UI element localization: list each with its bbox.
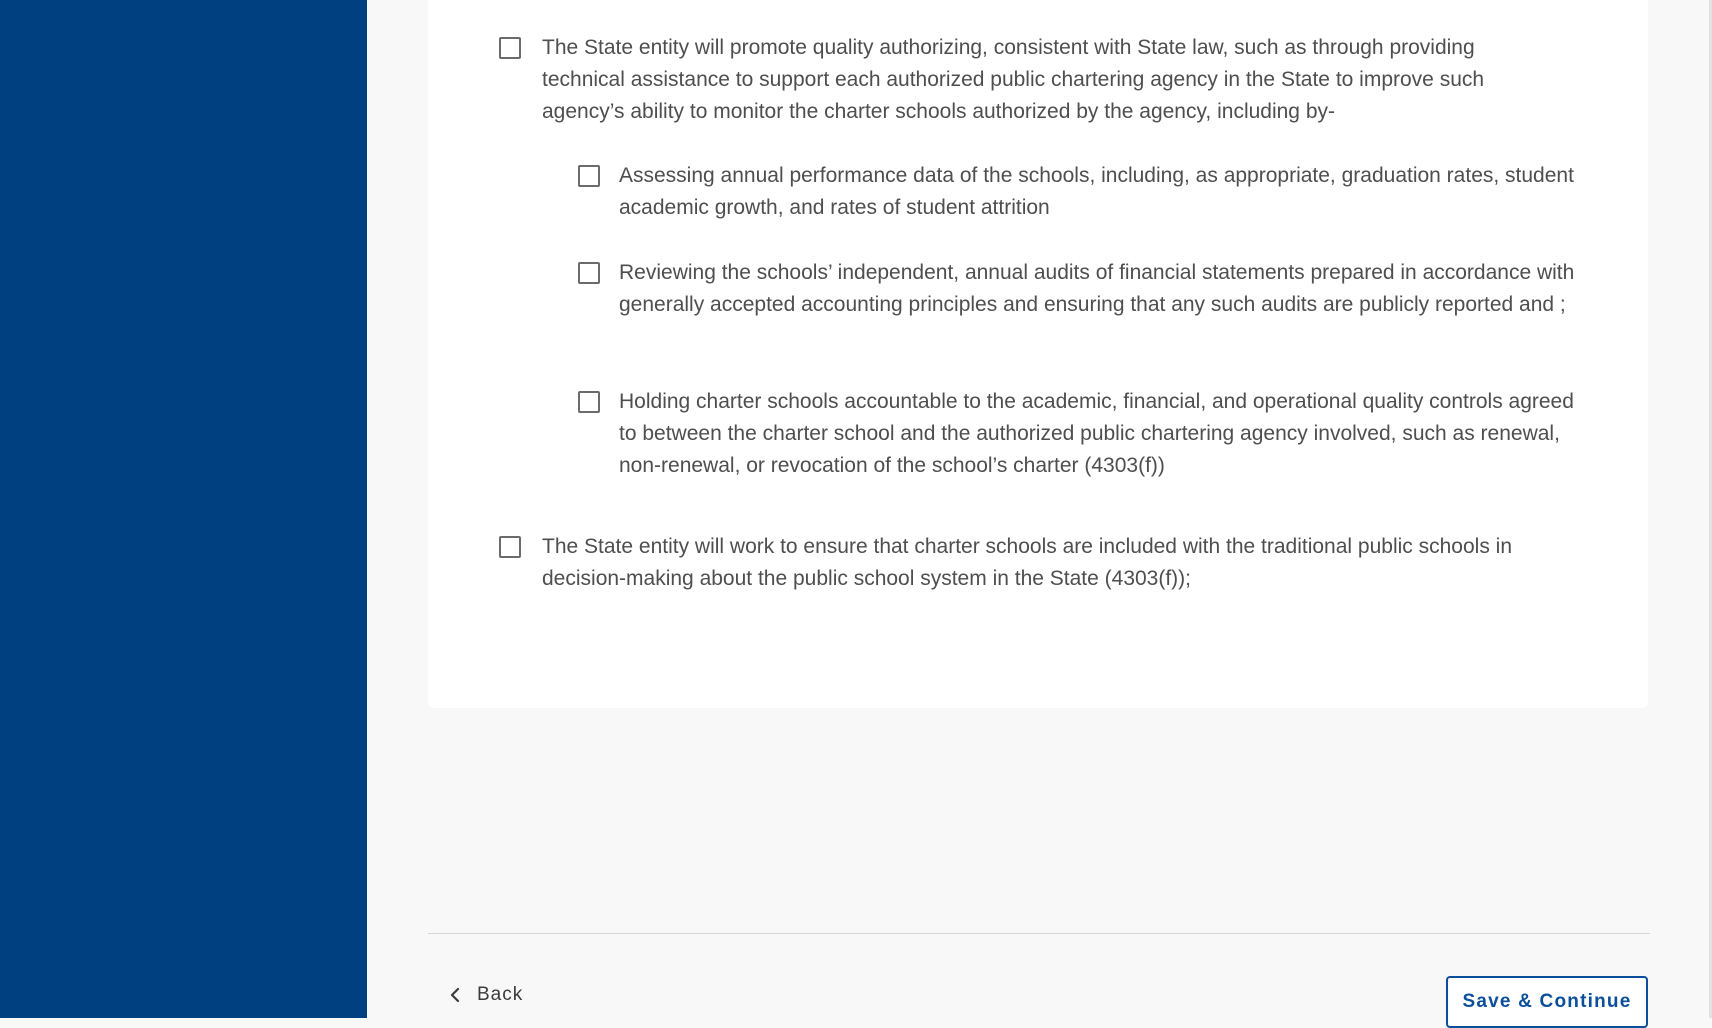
main-content: [367, 0, 1712, 1018]
checklist-subitem-holding-accountable[interactable]: [578, 386, 1579, 482]
checklist-item-label: The State entity will work to ensure that charter schools are included with the traditional public schools in decision-making about the public school system in the State (4303(f));: [542, 535, 1512, 590]
save-and-continue-button[interactable]: Save & Continue: [1446, 976, 1648, 1028]
checklist-subitem-assessing-performance[interactable]: [578, 160, 1579, 224]
checkbox[interactable]: [578, 165, 600, 187]
checklist-item-label: The State entity will promote quality authorizing, consistent with State law, such as through providing technical assistance to support each authorized public chartering agency in the State to improve such agency’s ability to monitor the charter schools authorized by the agency, including by-: [542, 36, 1485, 123]
sidebar: [0, 0, 367, 1018]
checklist-item-label: Holding charter schools accountable to the academic, financial, and operational quality controls agreed to between the charter school and the authorized public chartering agency involved, such as renewal, non-renewal, or revocation of the school’s charter (4303(f)): [619, 390, 1574, 477]
checklist-item-decision-making-inclusion[interactable]: [499, 531, 1552, 595]
checklist-item-label: Assessing annual performance data of the schools, including, as appropriate, graduation rates, student academic growth, and rates of student attrition: [619, 164, 1574, 219]
checklist-subitem-reviewing-audits[interactable]: [578, 257, 1579, 321]
chevron-left-icon: [447, 987, 463, 1003]
back-button-label: Back: [477, 984, 524, 1005]
checklist-item-promote-quality-authorizing[interactable]: [499, 32, 1552, 128]
form-card: [428, 0, 1648, 708]
checkbox[interactable]: [499, 37, 521, 59]
checkbox[interactable]: [578, 391, 600, 413]
back-button[interactable]: [447, 984, 523, 1006]
checklist-item-label: Reviewing the schools’ independent, annual audits of financial statements prepared in accordance with generally accepted accounting principles and ensuring that any such audits are publicly reported and ;: [619, 261, 1575, 316]
checkbox[interactable]: [578, 262, 600, 284]
checkbox[interactable]: [499, 536, 521, 558]
footer-divider: [428, 933, 1650, 934]
